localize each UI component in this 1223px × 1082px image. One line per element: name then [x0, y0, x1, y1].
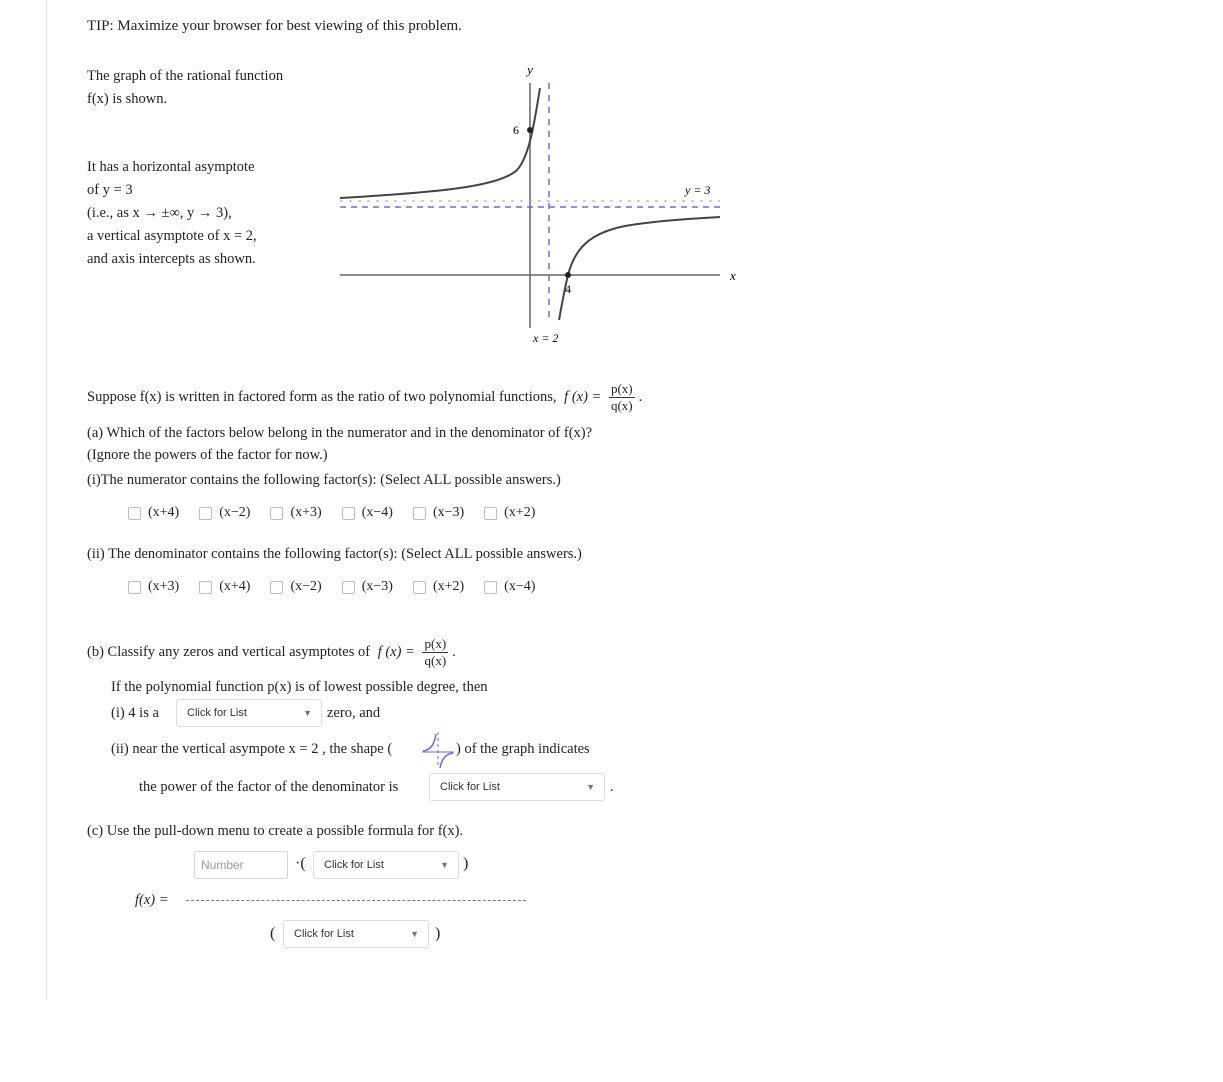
part-b-condition: If the polynomial function p(x) is of lowest possible degree, then	[111, 679, 488, 695]
fraction-numerator: p(x)	[424, 636, 447, 651]
checkbox[interactable]	[199, 507, 212, 520]
option-label: (x+3)	[290, 505, 322, 520]
intro-line: It has a horizontal asymptote	[87, 159, 255, 175]
denominator-option[interactable]	[128, 579, 179, 595]
suppose-statement	[87, 381, 642, 414]
checkbox[interactable]	[484, 507, 497, 520]
numerator-factor-select[interactable]	[313, 851, 459, 879]
period: .	[610, 779, 614, 795]
x-intercept-label: 4	[565, 282, 571, 296]
part-c-question: (c) Use the pull-down menu to create a possible formula for f(x).	[87, 823, 464, 839]
checkbox[interactable]	[413, 507, 426, 520]
checkbox[interactable]	[270, 581, 283, 594]
numerator-options	[128, 505, 555, 521]
option-label: (x+4)	[148, 505, 180, 520]
number-input[interactable]	[194, 851, 288, 879]
checkbox[interactable]	[484, 581, 497, 594]
y-intercept-label: 6	[513, 123, 519, 137]
ratio-fraction	[609, 381, 635, 414]
asymptote-description	[87, 156, 257, 271]
option-label: (x+2)	[432, 579, 465, 594]
select-value: Click for List	[294, 928, 354, 940]
checkbox[interactable]	[342, 581, 355, 594]
dot-paren: ·(	[295, 855, 306, 872]
part-a-note: (Ignore the powers of the factor for now.)	[87, 447, 328, 463]
open-paren: (	[270, 925, 276, 942]
close-paren: )	[463, 855, 469, 872]
part-b-ii-prefix: (ii) near the vertical asympote x = 2 , the shape (	[111, 741, 393, 757]
numerator-option[interactable]	[270, 505, 321, 521]
option-label: (x−3)	[361, 579, 393, 594]
rational-function-graph	[335, 58, 745, 358]
checkbox[interactable]	[128, 507, 141, 520]
option-label: (x−2)	[219, 505, 251, 520]
input-placeholder: Number	[201, 858, 244, 872]
part-a-question: (a) Which of the factors below belong in the numerator and in the denominator of f(x)?	[87, 425, 593, 441]
part-b-text: (b) Classify any zeros and vertical asymptotes of	[87, 643, 371, 660]
numerator-option[interactable]	[413, 505, 464, 521]
option-label: (x−4)	[361, 505, 393, 520]
numerator-prompt: (i)The numerator contains the following factor(s): (Select ALL possible answers.)	[87, 472, 561, 488]
option-label: (x−4)	[504, 579, 536, 594]
option-label: (x+4)	[219, 579, 251, 594]
numerator-option[interactable]	[128, 505, 179, 521]
denominator-options	[128, 579, 555, 595]
asymptote-shape-icon	[420, 730, 456, 770]
intro-line: and axis intercepts as shown.	[87, 251, 256, 267]
select-value: Click for List	[187, 707, 247, 719]
intro-line: The graph of the rational function	[87, 68, 284, 84]
intro-line: of y = 3	[87, 182, 133, 198]
chevron-down-icon: ▼	[303, 708, 312, 718]
denominator-option[interactable]	[484, 579, 535, 595]
fx-label: f(x) =	[135, 892, 169, 908]
checkbox[interactable]	[342, 507, 355, 520]
denominator-option[interactable]	[199, 579, 250, 595]
ratio-fraction	[422, 636, 448, 669]
y-axis-label: y	[527, 62, 533, 77]
intro-line: f(x) is shown.	[87, 91, 168, 107]
numerator-option[interactable]	[484, 505, 535, 521]
tip-text: TIP: Maximize your browser for best viewing of this problem.	[87, 18, 462, 34]
y-intercept-point	[527, 127, 533, 133]
intro-line: a vertical asymptote of x = 2,	[87, 228, 257, 244]
zero-type-select[interactable]	[176, 699, 322, 727]
checkbox[interactable]	[270, 507, 283, 520]
suppose-text: Suppose f(x) is written in factored form as the ratio of two polynomial functions,	[87, 388, 557, 405]
checkbox[interactable]	[413, 581, 426, 594]
close-paren: )	[435, 925, 441, 942]
part-b-i-prefix: (i) 4 is a	[111, 705, 159, 721]
checkbox[interactable]	[128, 581, 141, 594]
part-b-ii-line2: the power of the factor of the denominator is	[139, 779, 399, 795]
checkbox[interactable]	[199, 581, 212, 594]
denominator-factor-select[interactable]	[283, 920, 429, 948]
part-b-question: (b) Classify any zeros and vertical asymptotes of f (x) = $\frac{p(x)}{q(x)}$ .	[87, 636, 456, 668]
select-value: Click for List	[324, 859, 384, 871]
numerator-option[interactable]	[199, 505, 250, 521]
intro-line: (i.e., as x → ±∞, y → 3),	[87, 205, 232, 221]
denominator-prompt: (ii) The denominator contains the following factor(s): (Select ALL possible answers.)	[87, 546, 582, 562]
part-b-ii-suffix: ) of the graph indicates	[456, 741, 590, 757]
chevron-down-icon: ▼	[410, 929, 419, 939]
part-b-i-suffix: zero, and	[327, 705, 381, 721]
option-label: (x−3)	[432, 505, 465, 520]
left-border	[46, 0, 47, 1000]
x-intercept-point	[565, 272, 571, 278]
intro-text	[87, 65, 283, 111]
denominator-option[interactable]	[413, 579, 464, 595]
function-lhs: f (x) =	[564, 388, 602, 405]
option-label: (x−2)	[290, 579, 322, 594]
chevron-down-icon: ▼	[586, 782, 595, 792]
denominator-option[interactable]	[270, 579, 321, 595]
denominator-power-select[interactable]	[429, 773, 605, 801]
chevron-down-icon: ▼	[440, 860, 449, 870]
option-label: (x+3)	[148, 579, 180, 594]
fraction-numerator: p(x)	[610, 381, 633, 396]
formula-fraction-bar	[186, 900, 526, 901]
x-axis-label: x	[730, 268, 736, 283]
left-branch-curve	[340, 88, 540, 198]
period: .	[638, 388, 643, 405]
v-asymptote-label: x = 2	[533, 331, 559, 345]
denominator-option[interactable]	[342, 579, 393, 595]
numerator-option[interactable]	[342, 505, 393, 521]
fraction-denominator: q(x)	[610, 398, 633, 413]
h-asymptote-label: y = 3	[685, 183, 711, 197]
function-lhs: f (x) =	[377, 643, 415, 660]
fraction-denominator: q(x)	[424, 653, 447, 668]
select-value: Click for List	[440, 781, 500, 793]
right-branch-curve	[559, 217, 720, 320]
option-label: (x+2)	[504, 505, 536, 520]
